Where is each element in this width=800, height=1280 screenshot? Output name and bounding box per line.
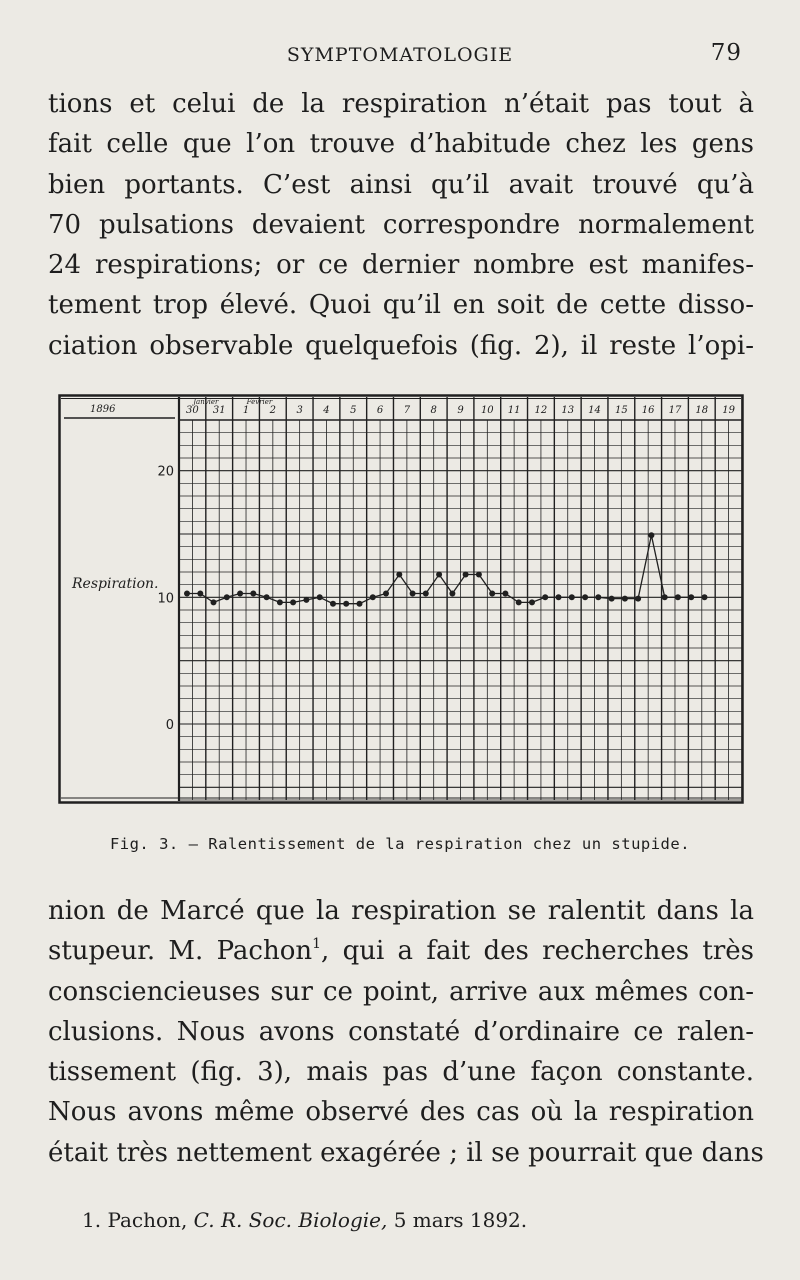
footnote-date: 5 mars 1892. <box>393 1208 528 1232</box>
text-line: tions et celui de la respiration n’était pas tout à <box>48 89 754 119</box>
data-point <box>423 591 429 597</box>
day-tick-label: 8 <box>430 405 437 416</box>
paragraph-bottom <box>48 891 764 1173</box>
day-tick-label: 12 <box>534 405 548 416</box>
day-tick-label: 17 <box>668 405 682 416</box>
text-line: fait celle que l’on trouve d’habitude chez les gens <box>48 129 754 160</box>
month-label: Février <box>246 398 273 406</box>
data-point <box>290 599 296 605</box>
data-point <box>343 601 349 607</box>
respiration-chart <box>58 394 744 804</box>
data-point <box>449 591 455 597</box>
y-tick-label: 0 <box>165 718 174 733</box>
caption-fig-number: Fig. 3. <box>109 835 179 853</box>
day-tick-label: 7 <box>403 405 411 416</box>
data-point <box>688 594 694 600</box>
page-header <box>0 40 800 74</box>
text-line: était très nettement exagérée ; il se pourrait que dans <box>48 1137 764 1168</box>
paragraph-top <box>48 84 754 366</box>
data-point <box>542 594 548 600</box>
text-line-with-note <box>48 931 754 971</box>
data-point <box>264 594 270 600</box>
day-tick-label: 10 <box>480 405 494 416</box>
footnote-author: Pachon, <box>107 1208 188 1232</box>
text-line: ciation observable quelquefois (fig. 2), il reste l’opi- <box>48 330 754 361</box>
chart-svg <box>58 394 744 804</box>
data-point <box>582 594 588 600</box>
series-line-respiration <box>187 535 705 603</box>
data-point <box>489 591 495 597</box>
running-head: SYMPTOMATOLOGIE <box>286 44 514 66</box>
data-point <box>516 599 522 605</box>
data-point <box>250 591 256 597</box>
footnote-ref[interactable]: 1 <box>312 935 322 952</box>
text-line: clusions. Nous avons constaté d’ordinaire ce ralen- <box>48 1016 754 1047</box>
text-line: tissement (fig. 3), mais pas d’une façon constante. <box>48 1057 754 1088</box>
data-point <box>675 594 681 600</box>
data-point <box>702 594 708 600</box>
day-tick-label: 19 <box>722 405 735 416</box>
text-line: 70 pulsations devaient correspondre normalement <box>48 209 754 240</box>
data-point <box>317 594 323 600</box>
text-line: 24 respirations; or ce dernier nombre est manifes- <box>48 250 754 281</box>
data-point <box>569 594 575 600</box>
footnote-number: 1. <box>82 1208 102 1232</box>
day-tick-label: 14 <box>588 405 601 416</box>
y-tick-label: 10 <box>157 591 174 607</box>
data-point <box>330 601 336 607</box>
data-point <box>609 596 615 602</box>
data-point <box>383 591 389 597</box>
data-point <box>529 599 535 605</box>
data-point <box>463 572 469 578</box>
data-point <box>224 594 230 600</box>
data-point <box>662 594 668 600</box>
day-tick-label: 30 <box>186 405 199 416</box>
y-tick-label: 20 <box>157 464 174 480</box>
text-line: Nous avons même observé des cas où la respiration <box>48 1097 754 1128</box>
text-line: consciencieuses sur ce point, arrive aux mêmes con- <box>48 976 754 1007</box>
data-point <box>556 594 562 600</box>
day-tick-label: 31 <box>212 405 226 416</box>
data-point <box>622 596 628 602</box>
data-point <box>211 599 217 605</box>
day-tick-label: 15 <box>614 405 628 416</box>
caption-text: Ralentissement de la respiration chez un stupide. <box>208 835 691 853</box>
day-tick-label: 18 <box>695 405 709 416</box>
data-point <box>303 597 309 603</box>
text-line: tement trop élevé. Quoi qu’il en soit de cette disso- <box>48 290 754 321</box>
day-tick-label: 11 <box>507 405 521 416</box>
day-tick-label: 1 <box>242 405 250 416</box>
footnote <box>82 1208 527 1232</box>
row-label-respiration: Respiration. <box>72 576 159 592</box>
footnote-journal: C. R. Soc. Biologie, <box>193 1208 388 1232</box>
data-point <box>410 591 416 597</box>
day-tick-label: 6 <box>376 405 384 416</box>
data-point <box>357 601 363 607</box>
data-point <box>436 572 442 578</box>
page-number: 79 <box>710 40 742 66</box>
text-line: nion de Marcé que la respiration se ralentit dans la <box>48 896 754 926</box>
day-tick-label: 13 <box>561 405 575 416</box>
data-point <box>277 599 283 605</box>
data-point <box>502 591 508 597</box>
month-label: Janvier <box>193 398 219 406</box>
figure-caption <box>0 835 800 853</box>
data-point <box>370 594 376 600</box>
day-tick-label: 16 <box>641 405 655 416</box>
day-tick-label: 2 <box>269 405 277 416</box>
data-point <box>396 572 402 578</box>
text-fragment: stupeur. M. Pachon <box>48 936 313 967</box>
day-tick-label: 3 <box>296 405 303 416</box>
data-point <box>237 591 243 597</box>
text-line: bien portants. C’est ainsi qu’il avait trouvé qu’à <box>48 169 754 200</box>
data-point <box>595 594 601 600</box>
data-point <box>184 591 190 597</box>
year-label: 1896 <box>90 404 116 415</box>
data-point <box>635 596 641 602</box>
day-tick-label: 4 <box>323 405 330 416</box>
data-point <box>476 572 482 578</box>
caption-dash: — <box>188 835 199 853</box>
day-tick-label: 5 <box>350 405 357 416</box>
text-fragment: , qui a fait des recherches très <box>321 936 754 967</box>
day-tick-label: 9 <box>457 405 464 416</box>
data-point <box>197 591 203 597</box>
data-point <box>648 532 654 538</box>
